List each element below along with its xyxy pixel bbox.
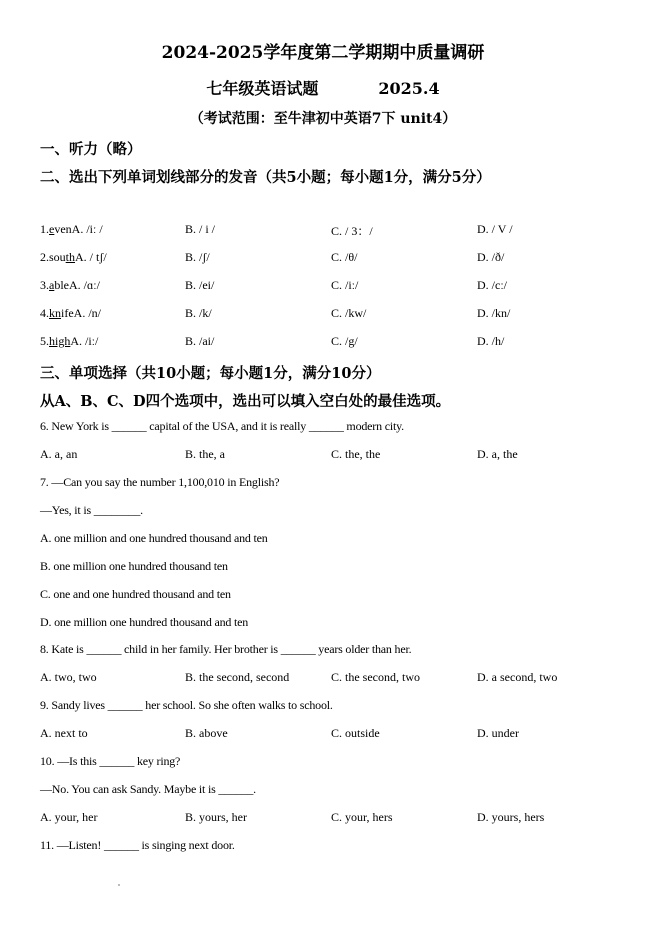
option-c: C. the second, two xyxy=(331,670,420,684)
option-d: D. /kn/ xyxy=(477,306,511,320)
question-9-options xyxy=(40,726,640,742)
question-11-stem: 11. —Listen! ______ is singing next door. xyxy=(40,838,235,852)
question-7-option-d: D. one million one hundred thousand and ten xyxy=(40,615,249,629)
question-10-reply: —No. You can ask Sandy. Maybe it is ______. xyxy=(40,782,256,796)
section1-heading: 一、听力（略） xyxy=(40,141,142,158)
option-d: D. under xyxy=(477,726,519,740)
question-10-options xyxy=(40,810,640,826)
question-10-stem: 10. —Is this ______ key ring? xyxy=(40,754,181,768)
option-a: A. next to xyxy=(40,726,88,740)
option-b: B. /ei/ xyxy=(185,278,215,292)
option-c: C. your, hers xyxy=(331,810,393,824)
section2-heading: 二、选出下列单词划线部分的发音（共5小题；每小题1分，满分5分） xyxy=(40,169,491,186)
question-6-stem: 6. New York is ______ capital of the USA, and it is really ______ modern city. xyxy=(40,419,404,433)
phonetics-question-4 xyxy=(40,306,640,322)
option-d: D. yours, hers xyxy=(477,810,545,824)
option-c: C. /kw/ xyxy=(331,306,367,320)
option-a: A. a, an xyxy=(40,447,78,461)
underlined-part: high xyxy=(49,334,71,348)
question-7-option-a: A. one million and one hundred thousand and ten xyxy=(40,531,268,545)
underlined-part: a xyxy=(49,278,55,292)
section3-heading: 三、单项选择（共10小题；每小题1分，满分10分） xyxy=(40,365,381,382)
option-c: C. /θ/ xyxy=(331,250,358,264)
phonetics-question-5 xyxy=(40,334,640,350)
exam-title: 2024-2025学年度第二学期期中质量调研 xyxy=(161,43,485,63)
question-7-stem: 7. —Can you say the number 1,100,010 in English? xyxy=(40,475,280,489)
question-9-stem: 9. Sandy lives ______ her school. So she often walks to school. xyxy=(40,698,333,712)
section3-instruction: 从A、B、C、D四个选项中，选出可以填入空白处的最佳选项。 xyxy=(40,393,451,410)
phonetics-question-3 xyxy=(40,278,640,294)
option-c: C. the, the xyxy=(331,447,381,461)
phonetics-question-1 xyxy=(40,222,640,238)
option-d: D. /h/ xyxy=(477,334,505,348)
phonetics-question-2 xyxy=(40,250,640,266)
option-a: A. two, two xyxy=(40,670,97,684)
option-c: C. outside xyxy=(331,726,380,740)
option-c: C. /iː/ xyxy=(331,278,359,292)
option-d: D. /cː/ xyxy=(477,278,507,292)
question-7-reply: —Yes, it is ________. xyxy=(40,503,143,517)
option-d: D. a second, two xyxy=(477,670,558,684)
option-c: C. /g/ xyxy=(331,334,358,348)
grade-subject: 七年级英语试题 xyxy=(206,79,319,98)
underlined-part: e xyxy=(49,222,55,236)
exam-date: 2025.4 xyxy=(378,79,440,98)
option-a: A. your, her xyxy=(40,810,98,824)
question-8-options xyxy=(40,670,640,686)
option-b: B. /ai/ xyxy=(185,334,215,348)
question-stem: 5.highA. /iː/ xyxy=(40,334,99,348)
option-b: B. the second, second xyxy=(185,670,290,684)
underlined-part: th xyxy=(65,250,76,264)
option-b: B. above xyxy=(185,726,228,740)
question-stem: 1.evenA. /iː / xyxy=(40,222,103,236)
scan-speck xyxy=(118,884,120,886)
option-d: D. / V / xyxy=(477,222,513,236)
question-6-options xyxy=(40,447,640,463)
option-b: B. /k/ xyxy=(185,306,212,320)
option-c: C. / 3：/ xyxy=(331,224,373,238)
underlined-part: kn xyxy=(49,306,61,320)
option-b: B. yours, her xyxy=(185,810,247,824)
option-d: D. /ð/ xyxy=(477,250,505,264)
question-8-stem: 8. Kate is ______ child in her family. Her brother is ______ years older than her. xyxy=(40,642,412,656)
question-stem: 3.ableA. /ɑː/ xyxy=(40,278,100,292)
option-b: B. / i / xyxy=(185,222,216,236)
option-d: D. a, the xyxy=(477,447,518,461)
option-b: B. the, a xyxy=(185,447,225,461)
question-7-option-c: C. one and one hundred thousand and ten xyxy=(40,587,231,601)
exam-scope: （考试范围：至牛津初中英语7下 unit4） xyxy=(189,111,457,127)
option-b: B. /ʃ/ xyxy=(185,250,210,264)
question-7-option-b: B. one million one hundred thousand ten xyxy=(40,559,228,573)
question-stem: 2.southA. / tʃ/ xyxy=(40,250,107,264)
exam-subtitle xyxy=(0,76,646,99)
question-stem: 4.knifeA. /n/ xyxy=(40,306,101,320)
